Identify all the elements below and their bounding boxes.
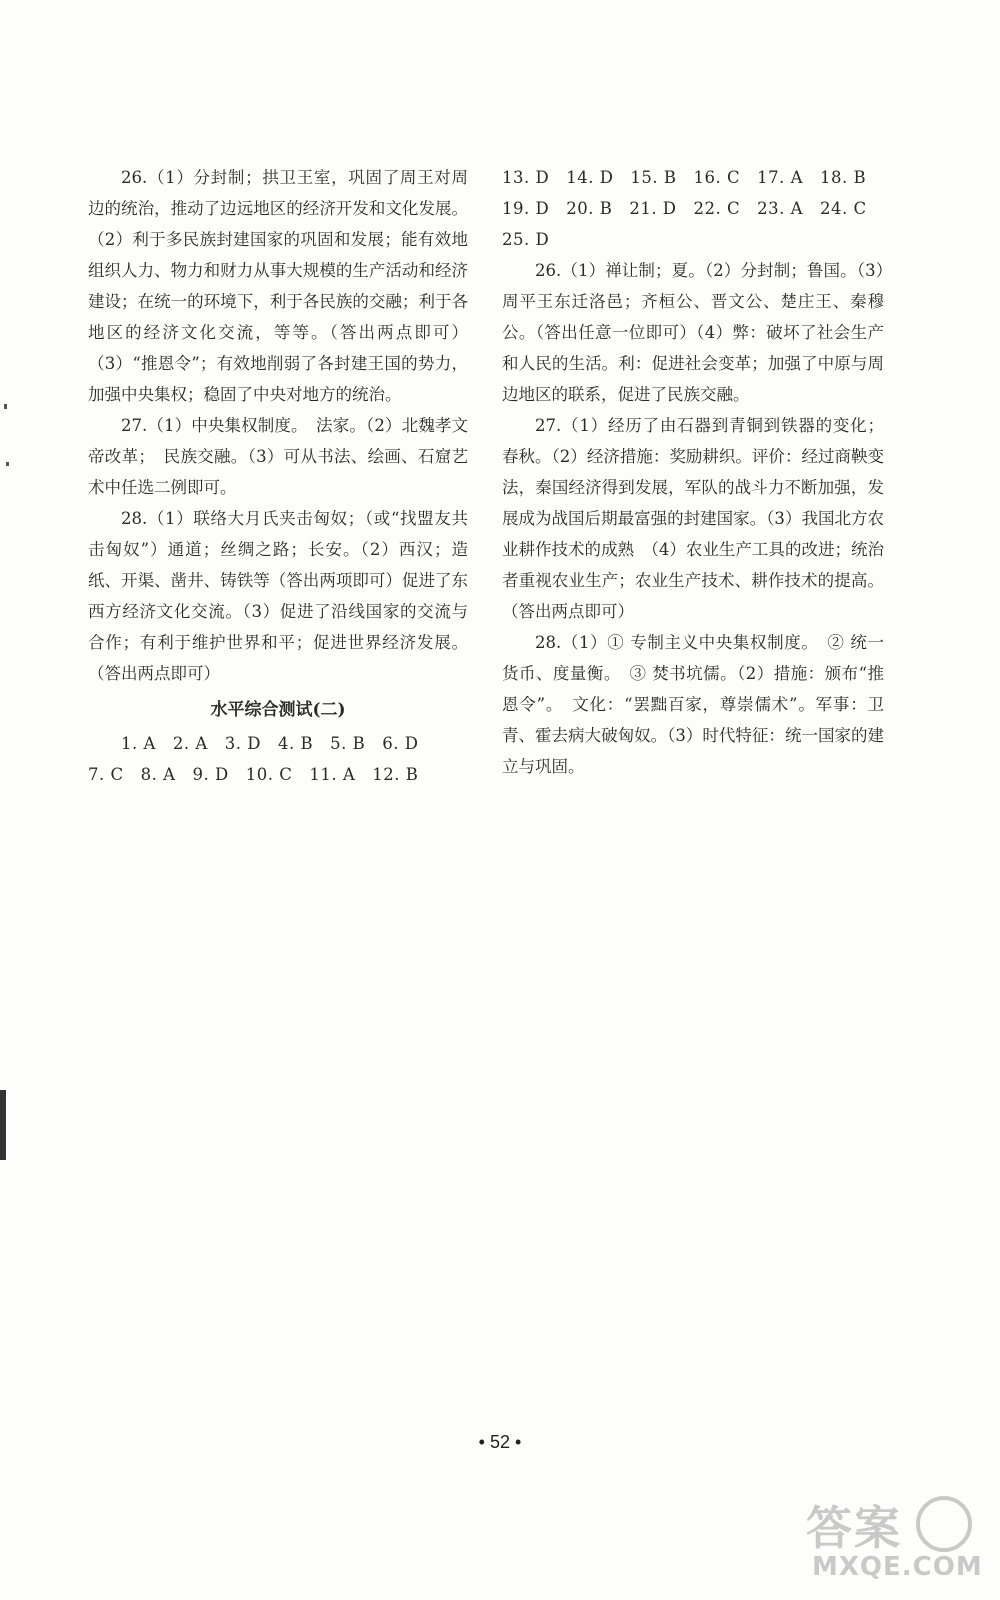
choice-answers-line-1: 1. A 2. A 3. D 4. B 5. B 6. D [121, 734, 419, 753]
scan-edge-mark [4, 404, 7, 409]
section-title: 水平综合测试(二) [210, 700, 346, 720]
page-number: • 52 • [478, 1432, 522, 1452]
answer-paragraph-27-right: 27.（1）经历了由石器到青铜到铁器的变化；春秋。（2）经济措施：奖励耕织。评价：经过商鞅变法，秦国经济得到发展，军队的战斗力不断加强，发展成为战国后期最富强的封建国家。（3）我国北方农业耕作技术的成熟 （4）农业生产工具的改进；统治者重视农业生产；农业生产技术、耕作技术的提高。（答出两点即可） [502, 416, 884, 621]
watermark-logo [798, 1492, 983, 1582]
answer-paragraph-26: 26.（1）分封制；拱卫王室，巩固了周王对周边的统治，推动了边远地区的经济开发和文化发展。（2）利于多民族封建国家的巩固和发展；能有效地组织人力、物力和财力从事大规模的生产活动和经济建设；在统一的环境下，利于各民族的交融；利于各地区的经济文化交流，等等。（答出两点即可）（3）“推恩令”；有效地削弱了各封建王国的势力，加强中央集权；稳固了中央对地方的统治。 [88, 168, 468, 404]
watermark-top-text: 答案 [806, 1501, 902, 1555]
answer-paragraph-27: 27.（1）中央集权制度。 法家。（2）北魏孝文帝改革； 民族交融。（3）可从书法、绘画、石窟艺术中任选二例即可。 [88, 416, 468, 497]
watermark-url-text: MXQE.COM [812, 1552, 983, 1582]
watermark-circle-icon [916, 1496, 972, 1552]
scan-edge-mark [0, 1090, 6, 1160]
choice-answers-line-5: 25. D [502, 230, 550, 249]
choice-answers-line-4: 19. D 20. B 21. D 22. C 23. A 24. C [502, 199, 867, 218]
choice-answers-line-2: 7. C 8. A 9. D 10. C 11. A 12. B [88, 765, 419, 784]
answer-paragraph-28: 28.（1）联络大月氏夹击匈奴；（或“找盟友共击匈奴”）通道；丝绸之路；长安。（2）西汉；造纸、开渠、凿井、铸铁等（答出两项即可）促进了东西方经济文化交流。（3）促进了沿线国家的交流与合作；有利于维护世界和平；促进世界经济发展。（答出两点即可） [88, 509, 468, 683]
left-column [88, 162, 468, 790]
answer-paragraph-26-right: 26.（1）禅让制；夏。（2）分封制；鲁国。（3）周平王东迁洛邑；齐桓公、晋文公、楚庄王、秦穆公。（答出任意一位即可）（4）弊：破坏了社会生产和人民的生活。利：促进社会变革；加强了中原与周边地区的联系，促进了民族交融。 [502, 261, 884, 404]
choice-answers-line-3: 13. D 14. D 15. B 16. C 17. A 18. B [502, 168, 867, 187]
answer-paragraph-28-right: 28.（1）① 专制主义中央集权制度。 ② 统一货币、度量衡。 ③ 焚书坑儒。（2）措施：颁布“推恩令”。 文化：“罢黜百家，尊崇儒术”。军事：卫青、霍去病大破匈奴。（3）时代特征：统一国家的建立与巩固。 [502, 633, 884, 776]
right-column [502, 162, 884, 782]
scan-edge-mark [6, 462, 9, 466]
